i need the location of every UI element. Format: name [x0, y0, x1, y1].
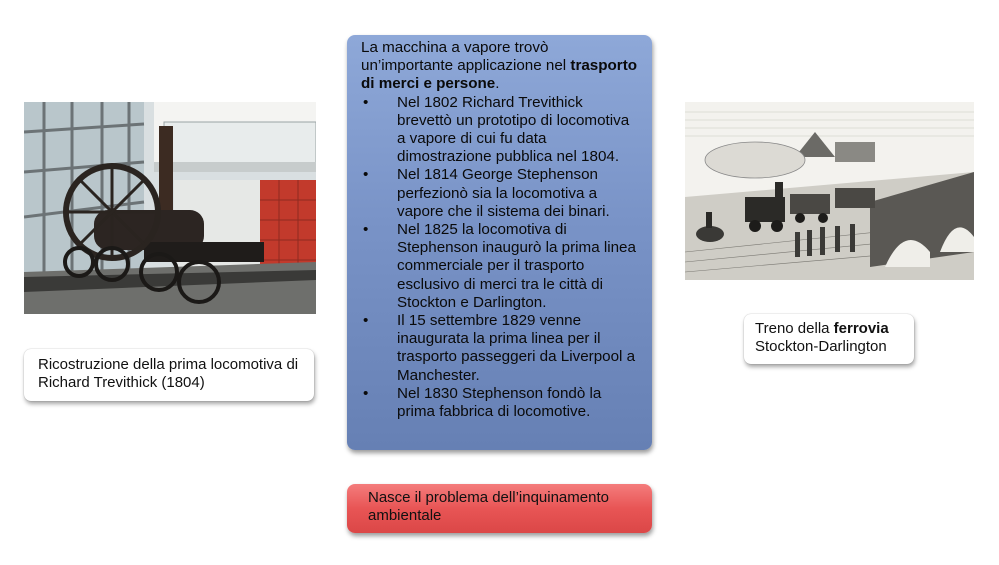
trevithick-locomotive-photo [24, 102, 316, 314]
list-item [361, 166, 640, 221]
list-item [361, 312, 640, 385]
bullet-icon: • [363, 166, 369, 184]
right-caption-bold: ferrovia [833, 320, 889, 337]
list-item-text: Nel 1814 George Stephenson perfezionò sia la locomotiva a vapore che il sistema dei binari. [397, 166, 610, 220]
left-photo-caption [24, 349, 314, 401]
list-item-text: Nel 1830 Stephenson fondò la prima fabbrica di locomotive. [397, 384, 602, 421]
pollution-alert-box [347, 484, 652, 533]
stockton-darlington-engraving [685, 102, 974, 280]
right-caption-prefix: Treno della [755, 320, 834, 337]
list-item-text: Nel 1825 la locomotiva di Stephenson inaugurò la prima linea commerciale per il trasporto esclusivo di merci tra le città di Stockton e Darlington. [397, 221, 636, 311]
list-item [361, 94, 640, 167]
right-caption-suffix: Stockton-Darlington [755, 338, 887, 355]
intro-bold-text: trasporto di merci e persone [361, 57, 638, 93]
alert-text: Nasce il problema dell’inquinamento ambientale [368, 489, 609, 524]
history-text-box [347, 35, 652, 450]
intro-end: . [495, 75, 500, 93]
list-item-text: Nel 1802 Richard Trevithick brevettò un prototipo di locomotiva a vapore di cui fu data dimostrazione pubblica nel 1804. [397, 93, 630, 166]
list-item-text: Il 15 settembre 1829 venne inaugurata la prima linea per il trasporto passeggeri da Liverpool a Manchester. [397, 312, 636, 384]
list-item [361, 385, 640, 421]
left-caption-text: Ricostruzione della prima locomotiva di Richard Trevithick (1804) [38, 356, 299, 391]
bullet-icon: • [363, 312, 369, 330]
right-photo-caption [744, 314, 914, 364]
bullet-icon: • [363, 384, 369, 402]
list-item [361, 221, 640, 312]
bullet-icon: • [363, 93, 369, 111]
intro-text: La macchina a vapore trovò un’importante applicazione nel [361, 39, 571, 75]
bullet-icon: • [363, 221, 369, 239]
history-bullet-list [361, 94, 640, 422]
intro-paragraph [361, 39, 640, 94]
